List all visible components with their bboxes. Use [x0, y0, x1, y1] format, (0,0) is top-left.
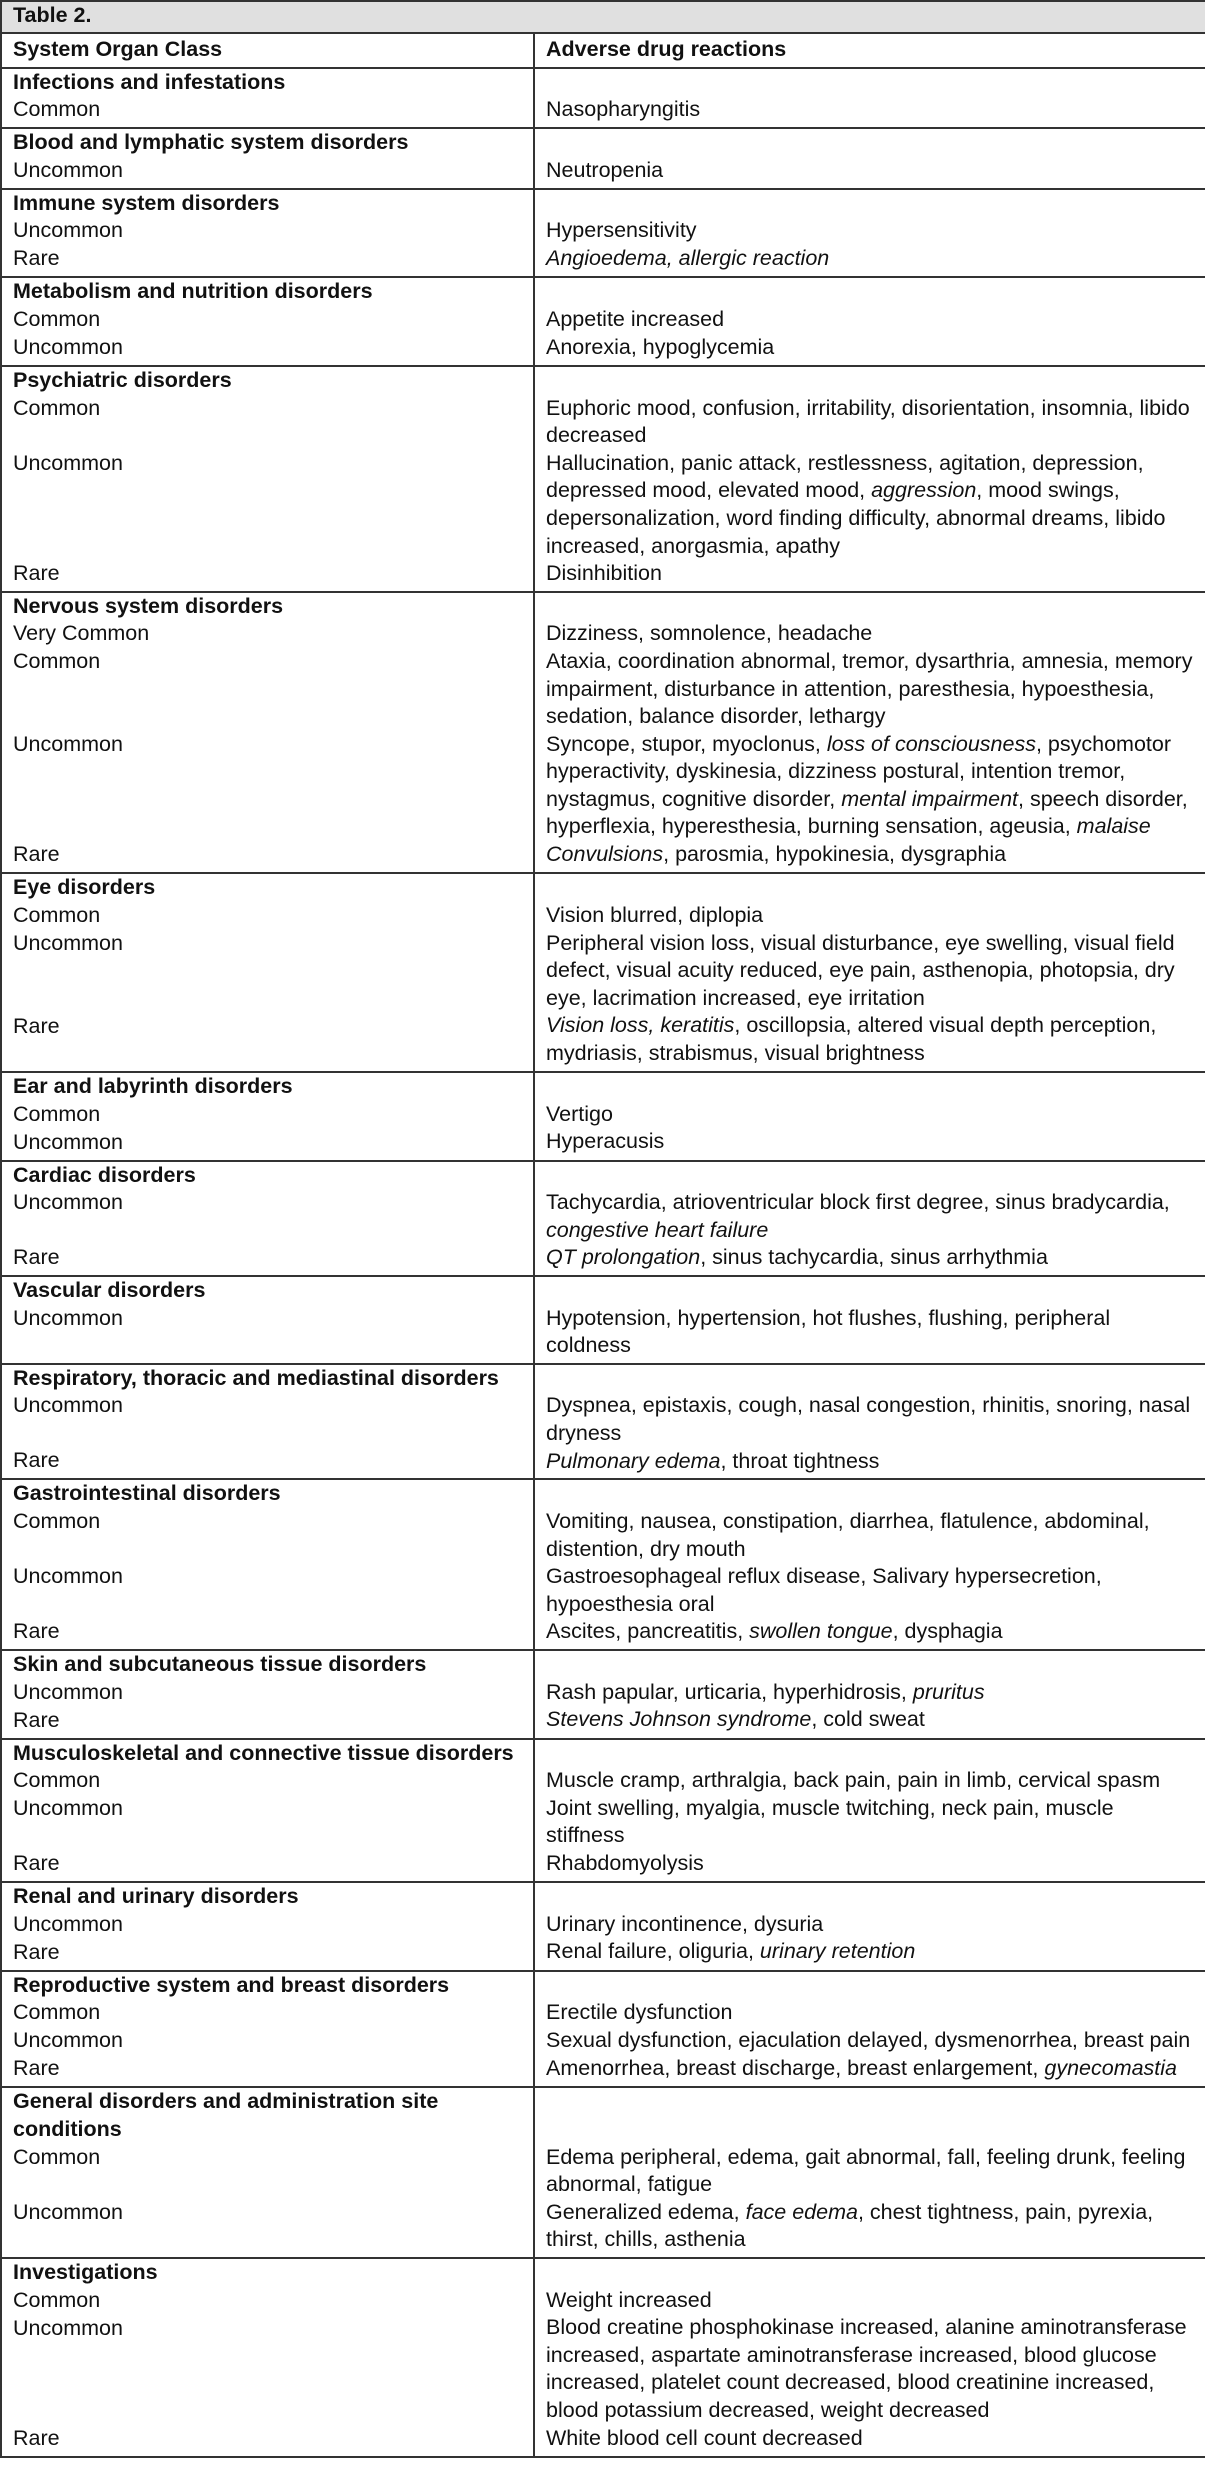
reaction-text-italic: swollen tongue: [749, 1619, 893, 1644]
reaction-text-italic: aggression: [871, 478, 977, 503]
reaction-text-italic: urinary retention: [759, 1939, 916, 1964]
reaction-list: [546, 1189, 1197, 1244]
system-organ-class-cell: [1, 1882, 534, 1971]
system-organ-class-cell: [1, 68, 534, 129]
frequency-label: Uncommon: [13, 732, 123, 757]
frequency-label: Rare: [13, 1707, 60, 1732]
system-organ-class-cell: [1, 1276, 534, 1364]
reaction-text: Erectile dysfunction: [546, 2000, 733, 2025]
reaction-list: [546, 1101, 1197, 1129]
reaction-list: [546, 560, 1197, 588]
organ-class-label: Ear and labyrinth disorders: [13, 1073, 293, 1098]
system-organ-class-cell: [1, 189, 534, 278]
reaction-text: Hyperacusis: [546, 1129, 665, 1154]
adverse-reactions-cell: [534, 1161, 1205, 1277]
table-row: [1, 366, 1205, 592]
organ-class-label: Reproductive system and breast disorders: [13, 1972, 450, 1997]
reaction-list: [546, 1795, 1197, 1850]
frequency-label: Uncommon: [13, 1129, 123, 1154]
reaction-list: [546, 1999, 1197, 2027]
reaction-text: Appetite increased: [546, 306, 725, 331]
adverse-reactions-cell: [534, 1882, 1205, 1971]
reaction-list: [546, 1706, 1197, 1734]
frequency-label: Common: [13, 1101, 101, 1126]
reaction-text: Dizziness, somnolence, headache: [546, 621, 873, 646]
system-organ-class-cell: [1, 366, 534, 592]
system-organ-class-cell: [1, 2087, 534, 2258]
reaction-text-italic: loss of consciousness: [826, 731, 1036, 756]
table-row: [1, 1161, 1205, 1277]
frequency-label: Uncommon: [13, 218, 123, 243]
frequency-label: Common: [13, 395, 101, 420]
reaction-list: [546, 620, 1197, 648]
frequency-label: Uncommon: [13, 1679, 123, 1704]
reaction-text: Renal failure, oliguria,: [546, 1939, 760, 1964]
reaction-text: Neutropenia: [546, 157, 664, 182]
table-row: [1, 1971, 1205, 2088]
frequency-label: Rare: [13, 1939, 60, 1964]
reaction-list: [546, 1911, 1197, 1939]
organ-class-label: Skin and subcutaneous tissue disorders: [13, 1652, 427, 1677]
reaction-text: , sinus tachycardia, sinus arrhythmia: [700, 1245, 1048, 1270]
reaction-list: [546, 1128, 1197, 1156]
organ-class-label: General disorders and administration site conditions: [13, 2089, 439, 2142]
reaction-list: [546, 930, 1197, 1013]
reaction-text: Hallucination, panic attack, restlessness, agitation, depression, depressed mood, elevated mood,: [546, 450, 1144, 503]
frequency-label: Common: [13, 306, 101, 331]
system-organ-class-cell: [1, 1161, 534, 1277]
reaction-text: , dysphagia: [892, 1619, 1003, 1644]
reaction-list: [546, 1618, 1197, 1646]
frequency-label: Uncommon: [13, 1564, 123, 1589]
reaction-text: White blood cell count decreased: [546, 2425, 863, 2450]
reaction-text: Tachycardia, atrioventricular block first degree, sinus bradycardia,: [546, 1190, 1170, 1215]
reaction-list: [546, 450, 1197, 560]
adverse-reactions-cell: [534, 1650, 1205, 1739]
frequency-label: Rare: [13, 1013, 60, 1038]
frequency-label: Common: [13, 649, 101, 674]
reaction-text-italic: congestive heart failure: [546, 1217, 769, 1242]
frequency-label: Rare: [13, 1851, 60, 1876]
reaction-list: [546, 731, 1197, 841]
organ-class-label: Musculoskeletal and connective tissue disorders: [13, 1740, 514, 1765]
table-header-row: [1, 33, 1205, 68]
reaction-list: [546, 1305, 1197, 1360]
table-row: [1, 189, 1205, 278]
reaction-list: [546, 395, 1197, 450]
reaction-text: Vertigo: [546, 1101, 613, 1126]
adverse-reactions-cell: [534, 2087, 1205, 2258]
reaction-text: Amenorrhea, breast discharge, breast enlargement,: [546, 2055, 1045, 2080]
frequency-label: Uncommon: [13, 1305, 123, 1330]
organ-class-label: Immune system disorders: [13, 190, 280, 215]
reaction-text: Nasopharyngitis: [546, 97, 701, 122]
reaction-list: [546, 1012, 1197, 1067]
reaction-text: , oscillopsia, altered visual depth perception, mydriasis, strabismus, visual brightness: [546, 1013, 1157, 1065]
frequency-label: Rare: [13, 842, 60, 867]
reaction-list: [546, 2055, 1197, 2083]
table-row: [1, 1072, 1205, 1161]
reaction-text: Rhabdomyolysis: [546, 1851, 704, 1876]
table-row: [1, 1739, 1205, 1883]
reaction-text: Euphoric mood, confusion, irritability, disorientation, insomnia, libido decreased: [546, 395, 1190, 448]
adverse-reactions-cell: [534, 366, 1205, 592]
system-organ-class-cell: [1, 277, 534, 366]
frequency-label: Very Common: [13, 621, 150, 646]
reaction-list: [546, 1448, 1197, 1476]
reaction-text: , chest tightness, pain, pyrexia, thirst, chills, asthenia: [546, 2199, 1154, 2252]
reaction-text-italic: malaise: [1076, 814, 1151, 839]
adverse-reactions-cell: [534, 1364, 1205, 1480]
table-row: [1, 1276, 1205, 1364]
reaction-text: Edema peripheral, edema, gait abnormal, fall, feeling drunk, feeling abnormal, fatigue: [546, 2144, 1186, 2197]
frequency-label: Common: [13, 1509, 101, 1534]
reaction-list: [546, 902, 1197, 930]
system-organ-class-cell: [1, 2258, 534, 2457]
frequency-label: Uncommon: [13, 2028, 123, 2053]
reaction-list: [546, 1679, 1197, 1707]
reaction-text: Rash papular, urticaria, hyperhidrosis,: [546, 1679, 913, 1704]
reaction-text: Weight increased: [546, 2287, 712, 2312]
table-row: [1, 1479, 1205, 1650]
adverse-reactions-cell: [534, 1971, 1205, 2088]
column-header-system-organ-class: System Organ Class: [1, 33, 534, 68]
reaction-text-italic: QT prolongation: [546, 1245, 701, 1270]
reaction-list: [546, 1508, 1197, 1563]
frequency-label: Uncommon: [13, 1911, 123, 1936]
reaction-list: [546, 306, 1197, 334]
frequency-label: Uncommon: [13, 2199, 123, 2224]
organ-class-label: Renal and urinary disorders: [13, 1884, 299, 1909]
adverse-reactions-cell: [534, 1072, 1205, 1161]
reaction-text: Vomiting, nausea, constipation, diarrhea, flatulence, abdominal, distention, dry mouth: [546, 1509, 1150, 1561]
reaction-text-italic: gynecomastia: [1044, 2055, 1178, 2080]
reaction-text: Urinary incontinence, dysuria: [546, 1911, 824, 1936]
adverse-reactions-cell: [534, 2258, 1205, 2457]
table-row: [1, 277, 1205, 366]
reaction-list: [546, 2425, 1197, 2453]
frequency-label: Uncommon: [13, 1393, 123, 1418]
adverse-reactions-cell: [534, 277, 1205, 366]
organ-class-label: Blood and lymphatic system disorders: [13, 130, 409, 155]
organ-class-label: Cardiac disorders: [13, 1162, 196, 1187]
reaction-list: [546, 217, 1197, 245]
reaction-list: [546, 1938, 1197, 1966]
table-row: [1, 128, 1205, 189]
organ-class-label: Vascular disorders: [13, 1278, 206, 1303]
reaction-list: [546, 648, 1197, 731]
adverse-reactions-cell: [534, 68, 1205, 129]
adverse-reactions-cell: [534, 873, 1205, 1072]
adverse-reactions-cell: [534, 1739, 1205, 1883]
organ-class-label: Psychiatric disorders: [13, 367, 232, 392]
reaction-text: Hypersensitivity: [546, 218, 697, 243]
reaction-text: Ascites, pancreatitis,: [546, 1619, 750, 1644]
frequency-label: Uncommon: [13, 1796, 123, 1821]
reaction-text: , speech disorder, hyperflexia, hyperesthesia, burning sensation, ageusia,: [546, 786, 1188, 839]
adverse-reactions-cell: [534, 592, 1205, 874]
reaction-list: [546, 1767, 1197, 1795]
reaction-text: Hypotension, hypertension, hot flushes, flushing, peripheral coldness: [546, 1305, 1111, 1358]
reaction-text-italic: Stevens Johnson syndrome: [546, 1707, 812, 1732]
reaction-list: [546, 2199, 1197, 2254]
reaction-list: [546, 157, 1197, 185]
frequency-label: Common: [13, 97, 101, 122]
table-row: [1, 68, 1205, 129]
reaction-list: [546, 1563, 1197, 1618]
frequency-label: Rare: [13, 560, 60, 585]
reaction-text: Ataxia, coordination abnormal, tremor, dysarthria, amnesia, memory impairment, disturbance in attention, paresthesia, hypoesthesia, sedation, balance disorder, lethargy: [546, 648, 1193, 729]
reaction-list: [546, 1850, 1197, 1878]
frequency-label: Rare: [13, 1448, 60, 1473]
system-organ-class-cell: [1, 1650, 534, 1739]
frequency-label: Common: [13, 2144, 101, 2169]
frequency-label: Rare: [13, 1245, 60, 1270]
table-row: [1, 1882, 1205, 1971]
reaction-text: , cold sweat: [811, 1707, 925, 1732]
reaction-list: [546, 1244, 1197, 1272]
reaction-list: [546, 2144, 1197, 2199]
reaction-text: Disinhibition: [546, 561, 662, 586]
frequency-label: Uncommon: [13, 1190, 123, 1215]
organ-class-label: Nervous system disorders: [13, 593, 284, 618]
frequency-label: Uncommon: [13, 930, 123, 955]
system-organ-class-cell: [1, 873, 534, 1072]
reaction-text-italic: Pulmonary edema: [546, 1448, 721, 1473]
reaction-text-italic: Convulsions: [546, 842, 664, 867]
frequency-label: Common: [13, 1768, 101, 1793]
system-organ-class-cell: [1, 1971, 534, 2088]
frequency-label: Common: [13, 2000, 101, 2025]
adverse-reactions-cell: [534, 128, 1205, 189]
reaction-text-italic: Angioedema, allergic reaction: [546, 245, 830, 270]
reaction-text: Gastroesophageal reflux disease, Salivary hypersecretion, hypoesthesia oral: [546, 1564, 1102, 1616]
organ-class-label: Metabolism and nutrition disorders: [13, 279, 373, 304]
system-organ-class-cell: [1, 1364, 534, 1480]
reaction-text: , throat tightness: [720, 1448, 880, 1473]
system-organ-class-cell: [1, 592, 534, 874]
reaction-text-italic: Vision loss, keratitis: [546, 1013, 735, 1038]
table-caption: Table 2.: [1, 1, 1205, 33]
system-organ-class-cell: [1, 1739, 534, 1883]
reaction-text-italic: pruritus: [912, 1679, 985, 1704]
table-row: [1, 592, 1205, 874]
reaction-text: , psychomotor hyperactivity, dyskinesia, dizziness postural, intention tremor, nystagmus, cognitive disorder,: [546, 731, 1172, 811]
reaction-text: Dyspnea, epistaxis, cough, nasal congestion, rhinitis, snoring, nasal dryness: [546, 1393, 1191, 1446]
reaction-list: [546, 245, 1197, 273]
reaction-text: Vision blurred, diplopia: [546, 902, 764, 927]
reaction-text: Muscle cramp, arthralgia, back pain, pain in limb, cervical spasm: [546, 1768, 1161, 1793]
frequency-label: Rare: [13, 246, 60, 271]
system-organ-class-cell: [1, 1479, 534, 1650]
reaction-text: Sexual dysfunction, ejaculation delayed, dysmenorrhea, breast pain: [546, 2028, 1191, 2053]
reaction-text-italic: face edema: [745, 2199, 858, 2224]
frequency-label: Rare: [13, 1619, 60, 1644]
reaction-list: [546, 2027, 1197, 2055]
table-row: [1, 1650, 1205, 1739]
frequency-label: Rare: [13, 2056, 60, 2081]
reaction-text: Syncope, stupor, myoclonus,: [546, 731, 827, 756]
reaction-list: [546, 2287, 1197, 2315]
system-organ-class-cell: [1, 128, 534, 189]
reaction-text: Anorexia, hypoglycemia: [546, 334, 775, 359]
reaction-text-italic: mental impairment: [841, 786, 1019, 811]
organ-class-label: Infections and infestations: [13, 69, 286, 94]
reaction-list: [546, 96, 1197, 124]
column-header-adverse-drug-reactions: Adverse drug reactions: [534, 33, 1205, 68]
frequency-label: Uncommon: [13, 450, 123, 475]
reaction-text: , parosmia, hypokinesia, dysgraphia: [663, 842, 1007, 867]
frequency-label: Common: [13, 902, 101, 927]
reaction-list: [546, 2314, 1197, 2424]
frequency-label: Rare: [13, 2425, 60, 2450]
adverse-reactions-cell: [534, 189, 1205, 278]
table-caption-row: [1, 1, 1205, 33]
reaction-list: [546, 334, 1197, 362]
reaction-text: , mood swings, depersonalization, word finding difficulty, abnormal dreams, libido increased, anorgasmia, apathy: [546, 478, 1166, 558]
reaction-text: Blood creatine phosphokinase increased, alanine aminotransferase increased, aspartate aminotransferase increased, blood glucose increased, platelet count decreased, blood creatinine increased, blood potassium decreased, weight decreased: [546, 2315, 1187, 2422]
table-row: [1, 1364, 1205, 1480]
organ-class-label: Respiratory, thoracic and mediastinal disorders: [13, 1365, 499, 1390]
organ-class-label: Gastrointestinal disorders: [13, 1481, 281, 1506]
reaction-text: Generalized edema,: [546, 2199, 746, 2224]
frequency-label: Common: [13, 2287, 101, 2312]
reaction-list: [546, 1392, 1197, 1447]
adverse-reactions-cell: [534, 1276, 1205, 1364]
table-row: [1, 2087, 1205, 2258]
frequency-label: Uncommon: [13, 334, 123, 359]
system-organ-class-cell: [1, 1072, 534, 1161]
table-row: [1, 873, 1205, 1072]
reaction-text: Peripheral vision loss, visual disturbance, eye swelling, visual field defect, visual acuity reduced, eye pain, asthenopia, photopsia, dry eye, lacrimation increased, eye irritation: [546, 930, 1175, 1010]
reaction-text: Joint swelling, myalgia, muscle twitching, neck pain, muscle stiffness: [546, 1795, 1114, 1848]
reaction-list: [546, 841, 1197, 869]
organ-class-label: Investigations: [13, 2260, 158, 2284]
table-row: [1, 2258, 1205, 2457]
frequency-label: Uncommon: [13, 2315, 123, 2340]
adverse-reactions-cell: [534, 1479, 1205, 1650]
organ-class-label: Eye disorders: [13, 875, 156, 900]
frequency-label: Uncommon: [13, 157, 123, 182]
